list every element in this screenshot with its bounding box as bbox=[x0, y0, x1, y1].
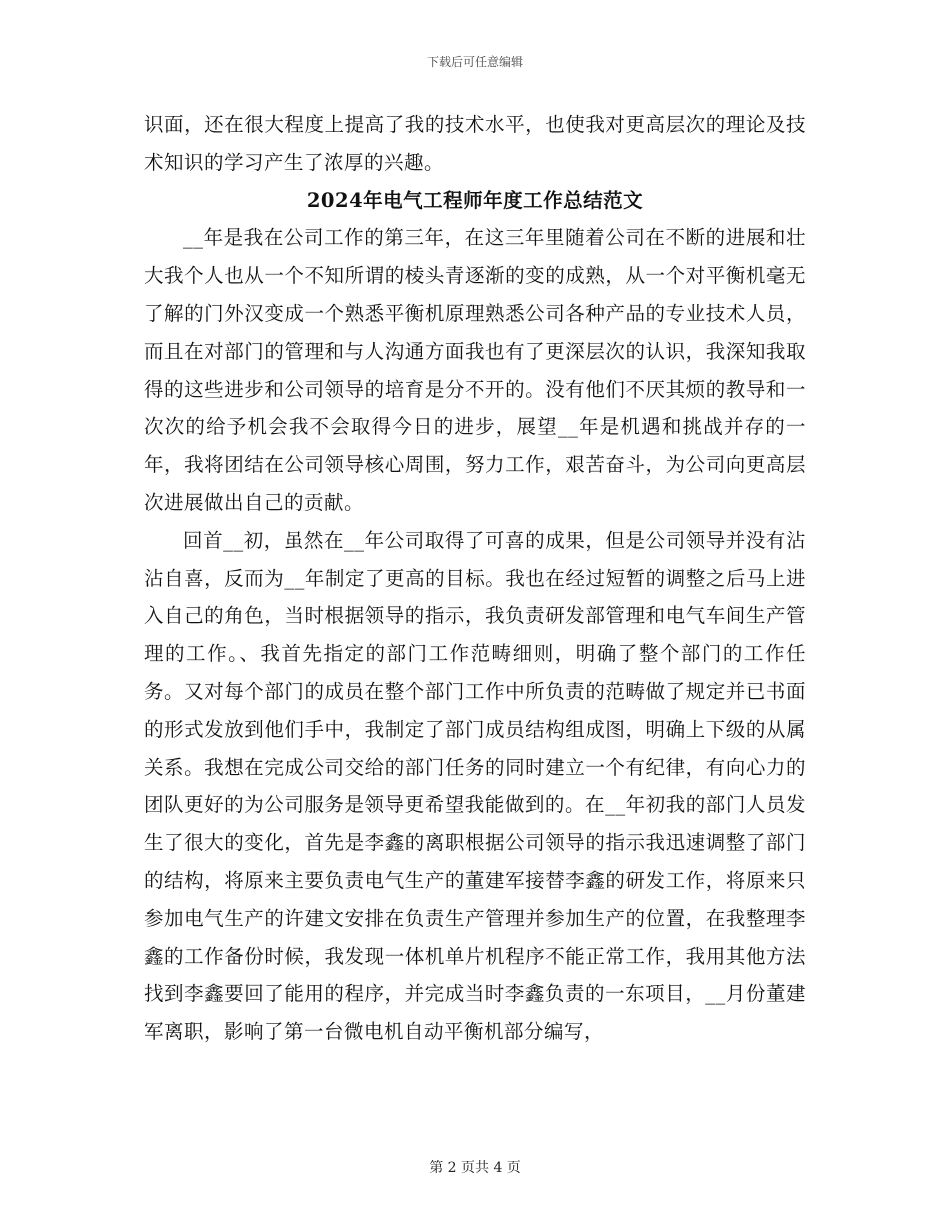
page-header: 下载后可任意编辑 bbox=[426, 55, 523, 69]
body-paragraph-2: 回首__初，虽然在__年公司取得了可喜的成果，但是公司领导并没有沾沾自喜，反而为__年制定了更高的目标。我也在经过短暂的调整之后马上进入自己的角色，当时根据领导的指示，我负责研发部管理和电气车间生产管理的工作。、我首先指定的部门工作范畴细则，明确了整个部门的工作任务。又对每个部门的成员在整个部门工作中所负责的范畴做了规定并已书面的形式发放到他们手中，我制定了部门成员结构组成图，明确上下级的从属关系。我想在完成公司交给的部门任务的同时建立一个有纪律，有向心力的团队更好的为公司服务是领导更希望我能做到的。在__年初我的部门人员发生了很大的变化，首先是李鑫的离职根据公司领导的指示我迅速调整了部门的结构，将原来主要负责电气生产的董建军接替李鑫的研发工作，将原来只参加电气生产的许建文安排在负责生产管理并参加生产的位置，在我整理李鑫的工作备份时候，我发现一体机单片机程序不能正常工作，我用其他方法找到李鑫要回了能用的程序，并完成当时李鑫负责的一东项目，__月份董建军离职，影响了第一台微电机自动平衡机部分编写， bbox=[144, 528, 806, 1044]
document-body bbox=[144, 106, 806, 1051]
page-number: 第 2 页共 4 页 bbox=[429, 1160, 521, 1176]
document-title: 2024年电气工程师年度工作总结范文 bbox=[306, 188, 644, 212]
continuation-paragraph: 识面，还在很大程度上提高了我的技术水平，也使我对更高层次的理论及技术知识的学习产生了浓厚的兴趣。 bbox=[144, 113, 806, 174]
body-paragraph-1: __年是我在公司工作的第三年，在这三年里随着公司在不断的进展和壮大我个人也从一个不知所谓的棱头青逐渐的变的成熟，从一个对平衡机毫无了解的门外汉变成一个熟悉平衡机原理熟悉公司各种产品的专业技术人员，而且在对部门的管理和与人沟通方面我也有了更深层次的认识，我深知我取得的这些进步和公司领导的培育是分不开的。没有他们不厌其烦的教导和一次次的给予机会我不会取得今日的进步，展望__年是机遇和挑战并存的一年，我将团结在公司领导核心周围，努力工作，艰苦奋斗，为公司向更高层次进展做出自己的贡献。 bbox=[144, 226, 806, 514]
